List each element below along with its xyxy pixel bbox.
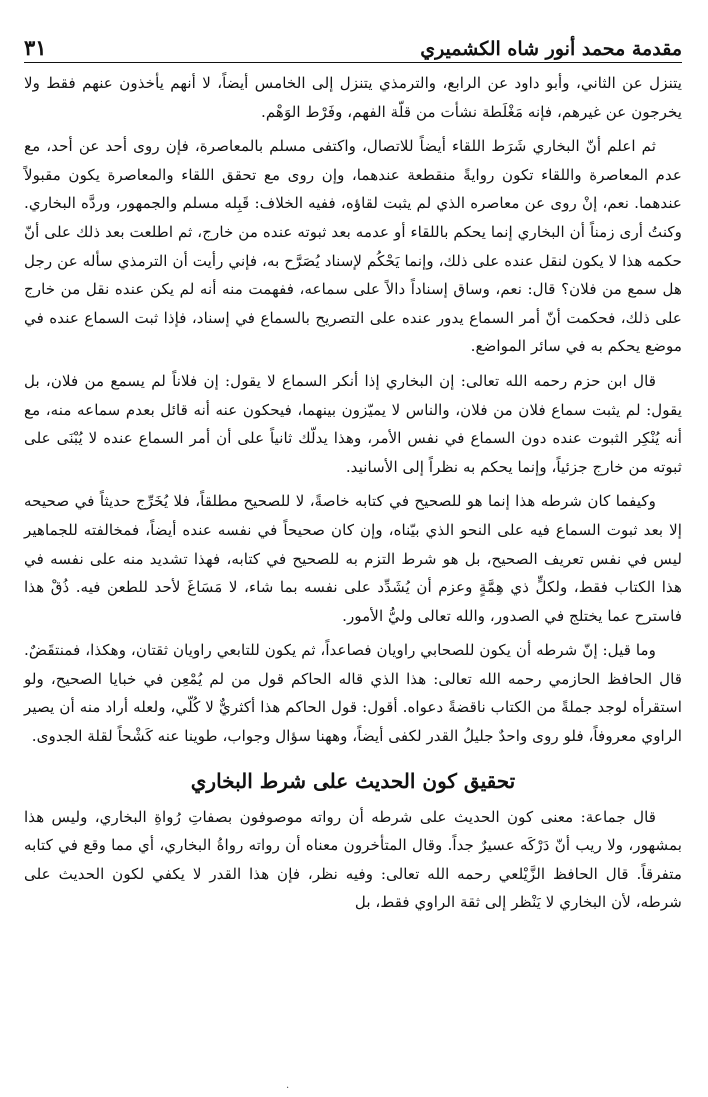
paragraph-4	[24, 487, 682, 630]
paragraph-1	[24, 69, 682, 126]
paragraph-3	[24, 367, 682, 481]
page-number: ٣١	[24, 35, 47, 60]
paragraph-text: وكيفما كان شرطه هذا إنما هو للصحيح في كتابه خاصةً، لا للصحيح مطلقاً، فلا يُخَرِّج حديثاً في صحيحه إلا بعد ثبوت السماع فيه على النحو الذي بيّناه، وإن كان صحيحاً في نفسه عنده أيضاً، فمخالفته للجماهير ليس في نفس تعريف الصحيح، بل هو شرط التزم به للصحيح في كتابه، فهذا تشديد منه على نفسه في هذا الكتاب فقط، ولكلٍّ ذي هِمَّةٍ وعزم أن يُشَدِّد على نفسه بما شاء، لا مَسَاغَ لأحد للطعن فيه. ذُقْ هذا فاسترح عما يختلج في الصدور، والله تعالى وليُّ الأمور.	[24, 492, 682, 625]
paragraph-2	[24, 132, 682, 361]
paragraph-text: ثم اعلم أنّ البخاري شَرَط اللقاء أيضاً للاتصال، واكتفى مسلم بالمعاصرة، فإن روى أحد عن أحد، مع عدم المعاصرة واللقاء تكون روايةً منقطعة عندهما، وإن روى مع تحقق اللقاء والمعاصرة يكون مقبولاً عندهما. نعم، إنْ روى عن معاصره الذي لم يثبت لقاؤه، ففيه الخلاف: قَبِله مسلم والجمهور، وردَّه البخاري. وكنتُ أرى زمناً أن البخاري إنما يحكم باللقاء أو عدمه بعد ثبوته عنده من خارج، ثم اطلعت بعد ذلك على أنّ حكمه هذا لا يكون لنقل عنده على ذلك، وإنما يَحْكُم لإسناد يُصَرَّح به، فإني رأيت أن الترمذي سأله عن رجل هل سمع من فلان؟ قال: نعم، وساق إسناداً دالاً على سماعه، ففهمت منه أنه لم يكن عنده نقل من خارج على ذلك، فحكمت أنّ أمر السماع يدور عنده على التصريح بالسماع في إسناد، فإذا ثبت السماع عنده في موضع يحكم به في سائر المواضع.	[24, 137, 682, 356]
paragraph-5	[24, 636, 682, 750]
page-header	[24, 10, 682, 60]
paragraph-text: يتنزل عن الثاني، وأبو داود عن الرابع، والترمذي يتنزل إلى الخامس أيضاً، لا أنهم يأخذون عنهم فقط ولا يخرجون عن غيرهم، فإنه مَغْلَطة نشأت من قلّة الفهم، وفَرْط الوَهْم.	[24, 74, 682, 121]
paragraph-text: قال ابن حزم رحمه الله تعالى: إن البخاري إذا أنكر السماع لا يقول: إن فلاناً لم يسمع من فلان، بل يقول: لم يثبت سماع فلان من فلان، والناس لا يميّزون بينهما، فيحكون عنه أنه قائل بعدم سماعه منه، مع أنه يُنْكِر الثبوت عنده دون السماع في نفس الأمر، وهذا يدلّك ثانياً على أن أمر السماع عنده لا يُبْنَى على ثبوته من خارج جزئياً، وإنما يحكم به نظراً إلى الأسانيد.	[24, 371, 682, 476]
page-mark: .	[286, 1080, 290, 1091]
section-heading: تحقيق كون الحديث على شرط البخاري	[190, 768, 516, 793]
paragraph-text: وما قيل: إنّ شرطه أن يكون للصحابي راويان فصاعداً، ثم يكون للتابعي راويان ثقتان، وهكذا، فمنتقَضٌ. قال الحافظ الحازمي رحمه الله تعالى: هذا الذي قاله الحاكم قول من لم يُمْعِن في خبايا الصحيح، ولو استقرأه لوجد جملةً من الكتاب ناقضةً دعواه. أقول: قول الحاكم هذا أكثريٌّ لا كُلّي، ولعله أراد منه أن يصير الراوي معروفاً، فلو روى واحدٌ جليلُ القدر لكفى أيضاً، وههنا سؤال وجواب، طوينا عنه كَشْحاً لقلة الجدوى.	[24, 641, 682, 746]
paragraph-text: قال جماعة: معنى كون الحديث على شرطه أن رواته موصوفون بصفاتِ رُواةِ البخاري، وليس هذا بمشهور، ولا ريب أنّ دَرْكَه عسيرٌ جداً. وقال المتأخرون معناه أن رواته رواةُ البخاري، أي مما وقع في كتابه متفرقاً. قال الحافظ الزَّيْلعي رحمه الله تعالى: وفيه نظر، فإن هذا القدر لا يكفي لكون الحديث على شرطه، لأن البخاري لا يَنْظر إلى ثقة الراوي فقط، بل	[24, 807, 682, 912]
section-paragraph-1	[24, 803, 682, 917]
header-rule	[24, 62, 682, 63]
running-title: مقدمة محمد أنور شاه الكشميري	[420, 38, 682, 60]
